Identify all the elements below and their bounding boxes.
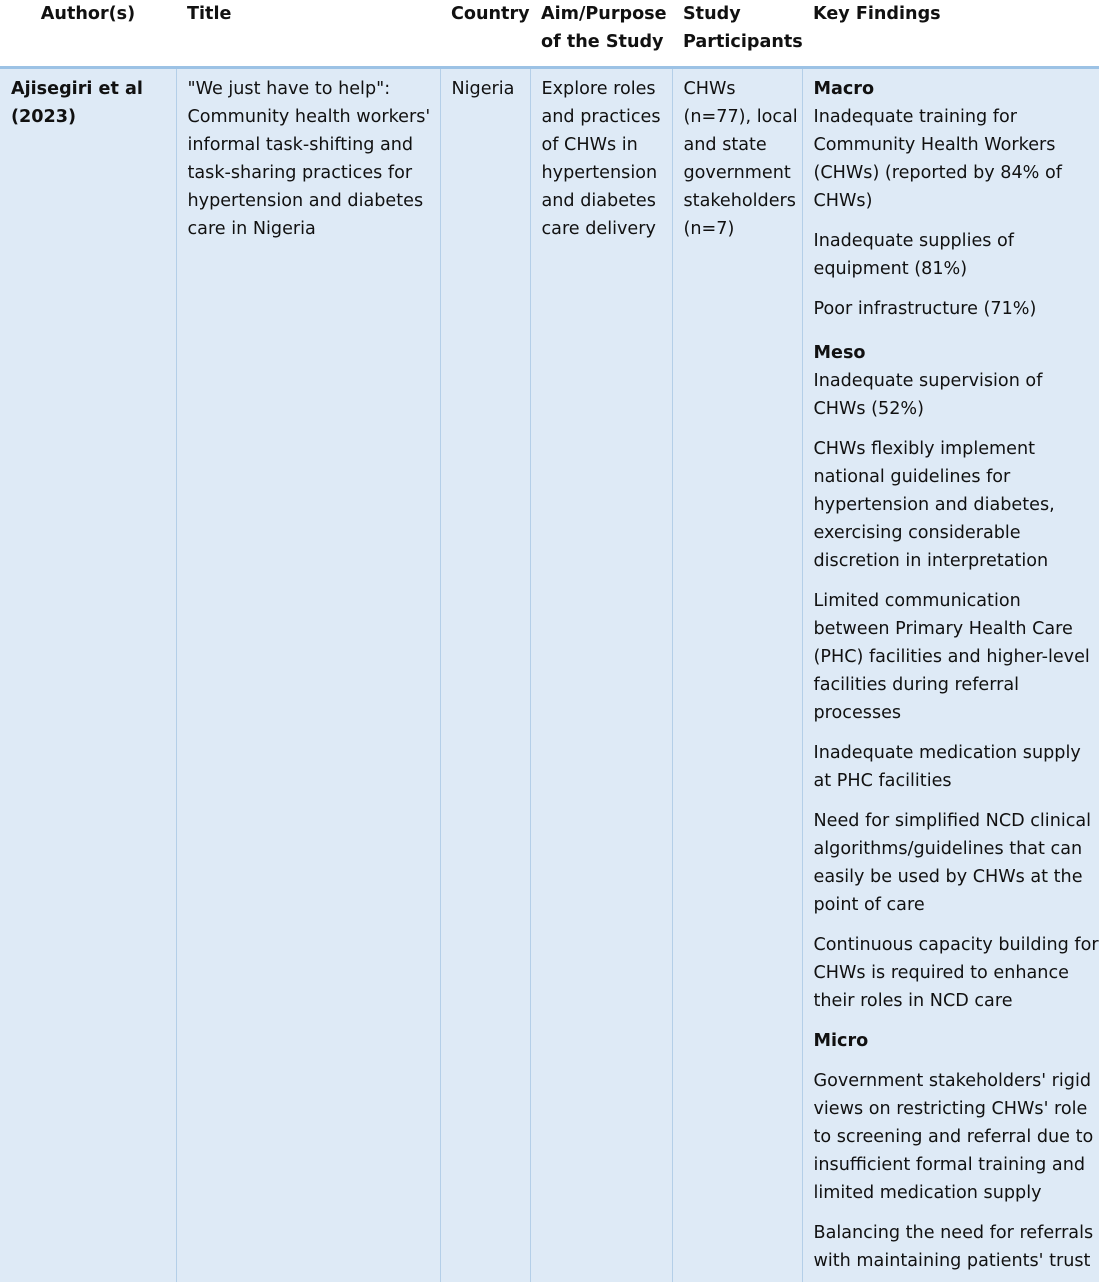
finding-item: Limited communication between Primary Health Care (PHC) facilities and higher-level facilities during referral processes — [814, 587, 1099, 727]
finding-item: Poor infrastructure (71%) — [814, 295, 1099, 323]
finding-item: Continuous capacity building for CHWs is required to enhance their roles in NCD care — [814, 931, 1099, 1015]
table-header — [0, 0, 1099, 68]
header-findings: Key Findings — [802, 0, 1099, 68]
findings-micro-heading: Micro — [814, 1027, 1099, 1055]
cell-title: "We just have to help": Community health workers' informal task-shifting and task-sharing practices for hypertension and diabetes care in Nigeria — [176, 68, 440, 1282]
finding-item: Balancing the need for referrals with maintaining patients' trust — [814, 1219, 1099, 1275]
finding-item: Need for simplified NCD clinical algorithms/guidelines that can easily be used by CHWs at the point of care — [814, 807, 1099, 919]
header-country: Country — [440, 0, 530, 68]
header-aim: Aim/Purpose of the Study — [530, 0, 672, 68]
cell-country: Nigeria — [440, 68, 530, 1282]
cell-findings — [802, 68, 1099, 1282]
header-participants: Study Participants — [672, 0, 802, 68]
cell-aim: Explore roles and practices of CHWs in hypertension and diabetes care delivery — [530, 68, 672, 1282]
findings-macro-heading: Macro — [814, 75, 1099, 103]
finding-item: Government stakeholders' rigid views on restricting CHWs' role to screening and referral due to insufficient formal training and limited medication supply — [814, 1067, 1099, 1207]
finding-item: Inadequate supervision of CHWs (52%) — [814, 367, 1099, 423]
header-title: Title — [176, 0, 440, 68]
cell-author: Ajisegiri et al (2023) — [0, 68, 176, 1282]
table-row — [0, 68, 1099, 1282]
finding-item: CHWs flexibly implement national guidelines for hypertension and diabetes, exercising considerable discretion in interpretation — [814, 435, 1099, 575]
finding-item: Inadequate supplies of equipment (81%) — [814, 227, 1099, 283]
table-body — [0, 68, 1099, 1282]
header-row — [0, 0, 1099, 68]
finding-item: Inadequate training for Community Health Workers (CHWs) (reported by 84% of CHWs) — [814, 103, 1099, 215]
finding-item: Inadequate medication supply at PHC facilities — [814, 739, 1099, 795]
cell-participants: CHWs (n=77), local and state government stakeholders (n=7) — [672, 68, 802, 1282]
header-author: Author(s) — [0, 0, 176, 68]
findings-meso-heading: Meso — [814, 339, 1099, 367]
